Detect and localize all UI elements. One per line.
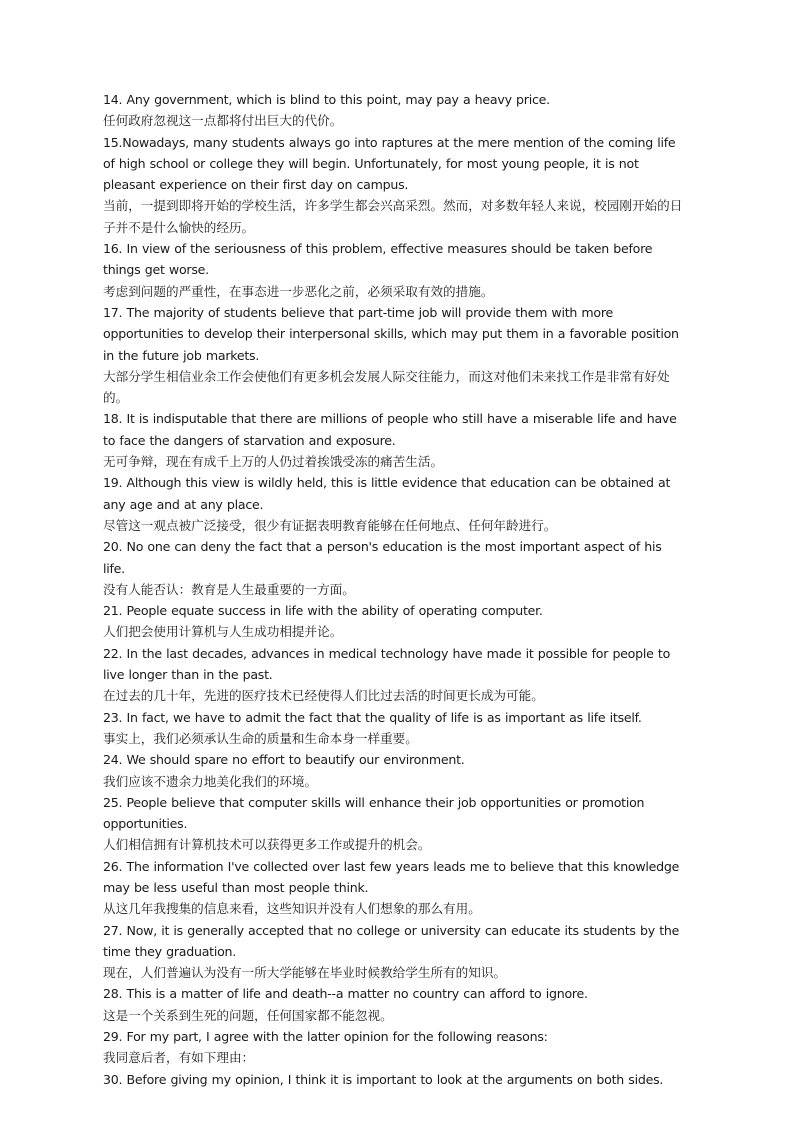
english-sentence: 20. No one can deny the fact that a person's education is the most important aspect of his life. [103, 539, 662, 576]
chinese-translation: 当前，一提到即将开始的学校生活，许多学生都会兴高采烈。然而，对多数年轻人来说，校园刚开始的日子并不是什么愉快的经历。 [103, 198, 683, 235]
english-sentence: 18. It is indisputable that there are millions of people who still have a miserable life and have to face the dangers of starvation and exposure. [103, 411, 677, 448]
chinese-translation: 没有人能否认：教育是人生最重要的一方面。 [103, 581, 355, 597]
chinese-translation: 事实上，我们必须承认生命的质量和生命本身一样重要。 [103, 730, 418, 746]
english-sentence: 26. The information I've collected over last few years leads me to believe that this knowledge may be less useful than most people think. [103, 858, 680, 895]
english-sentence: 16. In view of the seriousness of this problem, effective measures should be taken before things get worse. [103, 241, 653, 278]
entry-17 [103, 302, 683, 408]
chinese-translation: 大部分学生相信业余工作会使他们有更多机会发展人际交往能力，而这对他们未来找工作是非常有好处的。 [103, 368, 670, 406]
entry-23 [103, 707, 683, 750]
english-sentence: 22. In the last decades, advances in medical technology have made it possible for people to live longer than in the past. [103, 645, 671, 683]
entry-16 [103, 238, 683, 302]
entry-27 [103, 920, 683, 984]
chinese-translation: 这是一个关系到生死的问题，任何国家都不能忽视。 [103, 1007, 393, 1023]
english-sentence: 28. This is a matter of life and death--a matter no country can afford to ignore. [103, 986, 588, 1002]
chinese-translation: 人们相信拥有计算机技术可以获得更多工作或提升的机会。 [103, 837, 431, 853]
english-sentence: 24. We should spare no effort to beautify our environment. [103, 752, 465, 768]
chinese-translation: 现在，人们普遍认为没有一所大学能够在毕业时候教给学生所有的知识。 [103, 965, 506, 981]
english-sentence: 25. People believe that computer skills will enhance their job opportunities or promotion opportunities. [103, 794, 645, 832]
english-sentence: 14. Any government, which is blind to this point, may pay a heavy price. [103, 92, 550, 107]
chinese-translation: 在过去的几十年，先进的医疗技术已经使得人们比过去活的时间更长成为可能。 [103, 688, 544, 704]
entry-14 [103, 89, 683, 132]
chinese-translation: 从这几年我搜集的信息来看，这些知识并没有人们想象的那么有用。 [103, 901, 481, 917]
entry-15 [103, 132, 683, 238]
english-sentence: 30. Before giving my opinion, I think it is important to look at the arguments on both sides. [103, 1071, 664, 1087]
entry-25 [103, 792, 683, 856]
entry-22 [103, 643, 683, 707]
english-sentence: 19. Although this view is wildly held, this is little evidence that education can be obtained at any age and at any place. [103, 475, 671, 512]
entry-21 [103, 600, 683, 643]
chinese-translation: 尽管这一观点被广泛接受，很少有证据表明教育能够在任何地点、任何年龄进行。 [103, 517, 557, 533]
entry-24 [103, 749, 683, 792]
english-sentence: 17. The majority of students believe that part-time job will provide them with more opportunities to develop their interpersonal skills, which may put them in a favorable position in the future job markets. [103, 304, 679, 363]
english-sentence: 21. People equate success in life with the ability of operating computer. [103, 603, 543, 619]
entry-26 [103, 856, 683, 920]
entry-29 [103, 1026, 683, 1069]
chinese-translation: 我同意后者，有如下理由： [103, 1050, 255, 1066]
document-body [103, 89, 683, 1090]
chinese-translation: 无可争辩，现在有成千上万的人仍过着挨饿受冻的痛苦生活。 [103, 454, 444, 470]
english-sentence: 23. In fact, we have to admit the fact that the quality of life is as important as life itself. [103, 709, 642, 725]
entry-30 [103, 1069, 683, 1090]
english-sentence: 15.Nowadays, many students always go into raptures at the mere mention of the coming life of high school or college they will begin. Unfortunately, for most young people, it is not pleasant experience on their first day on campus. [103, 134, 676, 193]
chinese-translation: 任何政府忽视这一点都将付出巨大的代价。 [103, 113, 343, 129]
entry-18 [103, 408, 683, 472]
entry-19 [103, 472, 683, 536]
chinese-translation: 人们把会使用计算机与人生成功相提并论。 [103, 624, 343, 640]
entry-20 [103, 536, 683, 600]
entry-28 [103, 983, 683, 1026]
chinese-translation: 我们应该不遗余力地美化我们的环境。 [103, 773, 318, 789]
english-sentence: 27. Now, it is generally accepted that no college or university can educate its students by the time they graduation. [103, 922, 680, 959]
english-sentence: 29. For my part, I agree with the latter opinion for the following reasons: [103, 1029, 548, 1045]
chinese-translation: 考虑到问题的严重性，在事态进一步恶化之前，必须采取有效的措施。 [103, 283, 494, 299]
